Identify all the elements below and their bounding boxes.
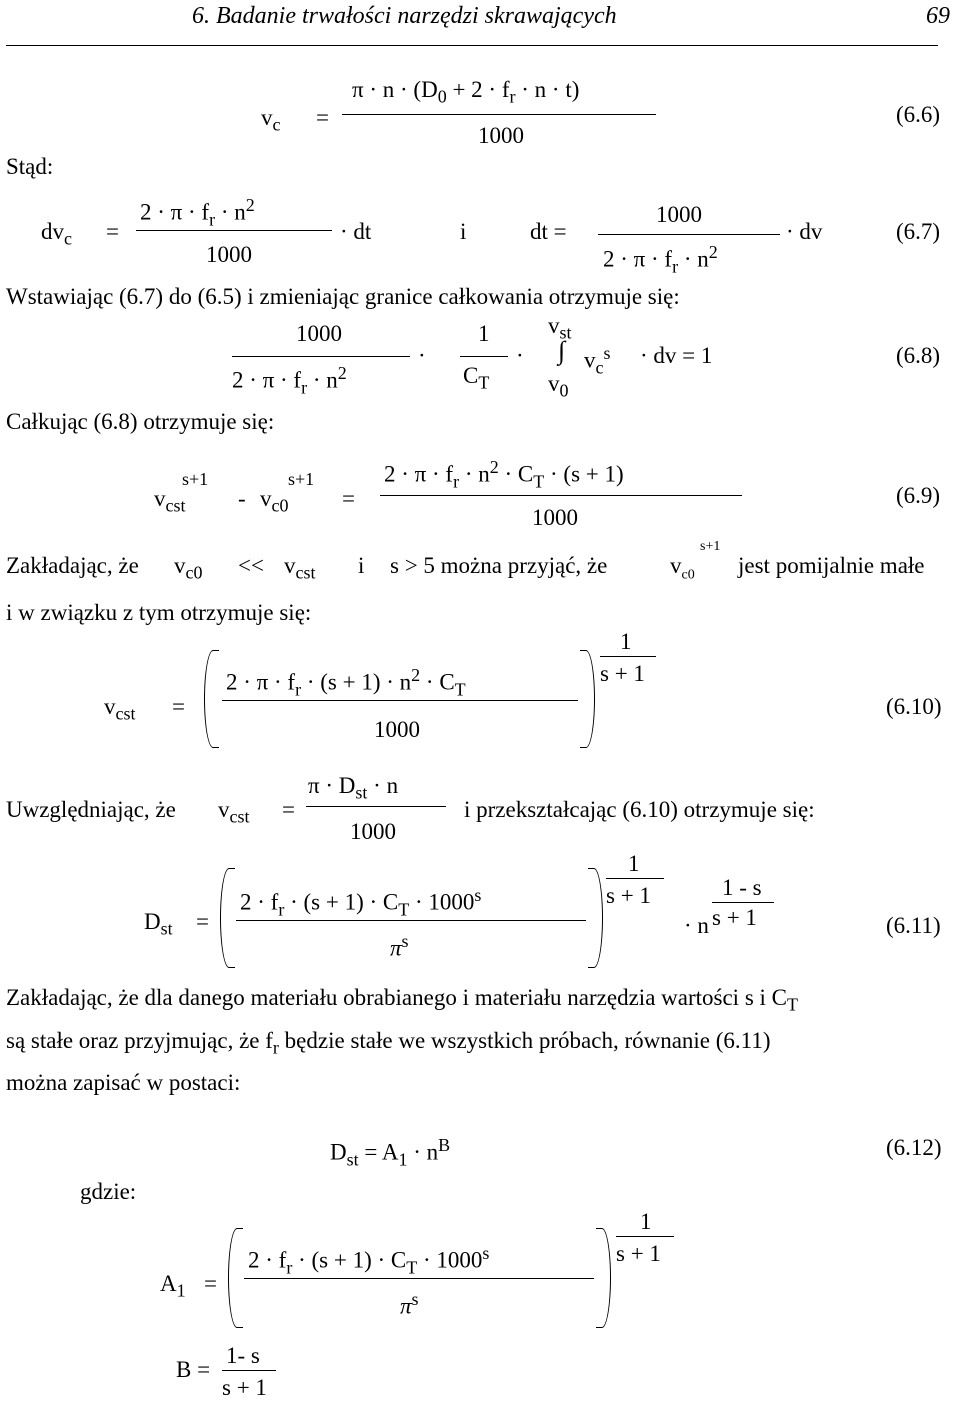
eq69-fraction-bar xyxy=(380,495,742,496)
label-stad: Stąd: xyxy=(6,154,54,179)
eq67-fraction-bar-2 xyxy=(598,234,780,235)
eq68-upper-limit: $v_{st}$ xyxy=(548,313,572,343)
eq67-denominator-2: $2 \cdot \pi \cdot f_r \cdot n^2$ xyxy=(603,242,718,277)
eq68-integrand: $v_c^s$ xyxy=(584,343,611,378)
running-header-title: 6. Badanie trwałości narzędzi skrawających xyxy=(192,3,617,29)
inline-vc0-exponent: s+1 xyxy=(700,539,721,554)
eq69-equals: = xyxy=(342,486,355,511)
eqv-equals: = xyxy=(282,797,295,822)
eq611-numerator: $2 \cdot f_r \cdot (s + 1) \cdot C_T \cdot 1000^s$ xyxy=(240,885,482,920)
eq611-exp-bar xyxy=(606,878,664,879)
eq611-fraction-bar xyxy=(236,920,586,921)
eqv-fraction-bar xyxy=(306,806,446,807)
eq69-minus: - xyxy=(238,486,246,511)
eq68-lower-limit: $v_0$ xyxy=(548,371,569,401)
eqA1-equals: = xyxy=(204,1271,217,1296)
text-uwzgledniajac-a: Uwzględniając, że xyxy=(6,797,176,822)
eq68-rest: · dv = 1 xyxy=(640,343,713,368)
eqA1-exp-denominator: s + 1 xyxy=(616,1241,661,1266)
eq611-lhs: $D_{st}$ xyxy=(144,909,173,939)
eq611-n-exp-bar xyxy=(712,902,774,903)
eqA1-exp-bar xyxy=(616,1236,674,1237)
paragraph-line-1: Zakładając, że dla danego materiału obrabianego i materiału narzędzia wartości s i $C_T$ xyxy=(6,985,799,1015)
eqA1-denominator: $\pi^s$ xyxy=(400,1289,419,1319)
eq-number-6-7: (6.7) xyxy=(896,219,941,244)
text-zakladajac-2: i w związku z tym otrzymuje się: xyxy=(6,600,312,625)
eq69-v1: $v_{cst}$ xyxy=(154,486,186,516)
header-rule xyxy=(6,45,938,46)
eq610-fraction-bar xyxy=(222,700,578,701)
eq68-fraction-bar-1 xyxy=(232,356,410,357)
eq66-denominator: 1000 xyxy=(478,123,524,148)
paragraph-line-3: można zapisać w postaci: xyxy=(6,1070,241,1096)
paragraph-main xyxy=(6,980,956,1100)
eq610-exp-denominator: s + 1 xyxy=(600,661,645,686)
text-wstawiajac: Wstawiając (6.7) do (6.5) i zmieniając granice całkowania otrzymuje się: xyxy=(6,284,680,309)
eq-number-6-8: (6.8) xyxy=(896,343,941,368)
eq66-numerator: $\pi \cdot n \cdot (D_0 + 2 \cdot f_r \cdot n \cdot t)$ xyxy=(352,77,580,107)
eq-number-6-9: (6.9) xyxy=(896,483,941,508)
eq610-equals: = xyxy=(172,694,185,719)
eq612-body: $D_{st} = A_1 \cdot n^B$ xyxy=(330,1135,451,1170)
label-gdzie: gdzie: xyxy=(80,1179,137,1204)
eqv-lhs: $v_{cst}$ xyxy=(218,797,250,827)
eqv-denominator: 1000 xyxy=(350,819,396,844)
page-number: 69 xyxy=(926,3,950,29)
eqA1-lhs: $A_1$ xyxy=(160,1271,186,1301)
eq611-n-exp-denominator: s + 1 xyxy=(712,905,757,930)
eqB-denominator: s + 1 xyxy=(222,1375,267,1400)
eq-number-6-6: (6.6) xyxy=(896,102,941,127)
eqA1-fraction-bar xyxy=(244,1278,594,1279)
eq611-left-paren xyxy=(220,868,235,968)
text-zakladajac-c: s > 5 można przyjąć, że xyxy=(390,553,608,578)
eq611-right-paren xyxy=(588,868,603,968)
eq69-numerator: $2 \cdot \pi \cdot f_r \cdot n^2 \cdot C_T \cdot (s + 1)$ xyxy=(384,457,624,492)
eq67-dv: · dv xyxy=(786,219,823,244)
eq68-numerator-2: 1 xyxy=(478,321,490,346)
eqB-lhs: B = xyxy=(176,1357,211,1382)
eq610-exp-bar xyxy=(600,656,656,657)
eq611-n: · n xyxy=(684,913,709,938)
paragraph-line-2: są stałe oraz przyjmując, że $f_r$ będzie stałe we wszystkich próbach, równanie (6.11) xyxy=(6,1027,771,1058)
eq67-fraction-bar-1 xyxy=(136,230,332,231)
eq610-left-paren xyxy=(204,650,219,748)
eq68-denominator-2: $C_T$ xyxy=(463,363,490,393)
inline-much-less: << xyxy=(238,553,264,578)
eq610-denominator: 1000 xyxy=(374,717,420,742)
eq69-v2-sup: s+1 xyxy=(288,469,315,489)
eq67-denominator-1: 1000 xyxy=(206,242,252,267)
inline-vcst: $v_{cst}$ xyxy=(284,553,316,583)
eq67-equals: = xyxy=(106,219,119,244)
text-uwzgledniajac-b: i przekształcając (6.10) otrzymuje się: xyxy=(464,797,815,822)
eq68-dot-1: · xyxy=(418,343,426,368)
eq67-numerator-2: 1000 xyxy=(656,202,702,227)
eq-number-6-12: (6.12) xyxy=(886,1135,942,1160)
inline-vc0-pow: $v_{c0}$ xyxy=(670,553,695,583)
eq611-exp-denominator: s + 1 xyxy=(606,883,651,908)
eq66-lhs: $v_c$ xyxy=(261,105,281,135)
eqA1-exp-numerator: 1 xyxy=(640,1209,652,1234)
text-zakladajac-d: jest pomijalnie małe xyxy=(738,553,925,578)
eq68-denominator-1: $2 \cdot \pi \cdot f_r \cdot n^2$ xyxy=(232,363,347,398)
eq69-v2: $v_{c0}$ xyxy=(260,486,289,516)
integral-sign: ∫ xyxy=(558,336,566,365)
eqB-numerator: 1- s xyxy=(226,1343,260,1368)
eq611-n-exp-numerator: 1 - s xyxy=(722,875,762,900)
eq69-denominator: 1000 xyxy=(532,505,578,530)
inline-vc0: $v_{c0}$ xyxy=(174,553,203,583)
eq-number-6-10: (6.10) xyxy=(886,694,942,719)
eq67-dt: · dt xyxy=(340,219,372,244)
eq610-right-paren xyxy=(580,650,595,748)
eq68-fraction-bar-2 xyxy=(460,356,508,357)
eqB-fraction-bar xyxy=(222,1370,276,1371)
eq69-v1-sup: s+1 xyxy=(182,469,209,489)
eq66-fraction-bar xyxy=(342,114,656,115)
text-zakladajac-i: i xyxy=(358,553,365,578)
eq68-dot-2: · xyxy=(516,343,524,368)
eq67-dt-lhs: dt = xyxy=(530,219,567,244)
eq610-numerator: $2 \cdot \pi \cdot f_r \cdot (s + 1) \cdot n^2 \cdot C_T$ xyxy=(226,665,466,700)
eqA1-numerator: $2 \cdot f_r \cdot (s + 1) \cdot C_T \cdot 1000^s$ xyxy=(248,1243,490,1278)
eq610-exp-numerator: 1 xyxy=(620,629,632,654)
eq67-conj-i: i xyxy=(460,219,467,244)
text-calkujac: Całkując (6.8) otrzymuje się: xyxy=(6,409,275,434)
eq-number-6-11: (6.11) xyxy=(886,913,941,938)
eq611-equals: = xyxy=(196,909,209,934)
eq66-equals: = xyxy=(316,105,329,130)
eq68-numerator-1: 1000 xyxy=(296,321,342,346)
eq611-denominator: $\pi^s$ xyxy=(390,931,409,961)
eqA1-left-paren xyxy=(228,1228,243,1328)
eq67-lhs: $dv_c$ xyxy=(41,219,72,249)
eq610-lhs: $v_{cst}$ xyxy=(104,694,136,724)
text-zakladajac-a: Zakładając, że xyxy=(6,553,139,578)
eq67-numerator: $2 \cdot \pi \cdot f_r \cdot n^2$ xyxy=(140,195,255,230)
eqA1-right-paren xyxy=(596,1228,611,1328)
eq611-exp-numerator: 1 xyxy=(628,851,640,876)
eqv-numerator: $\pi \cdot D_{st} \cdot n$ xyxy=(308,773,399,803)
